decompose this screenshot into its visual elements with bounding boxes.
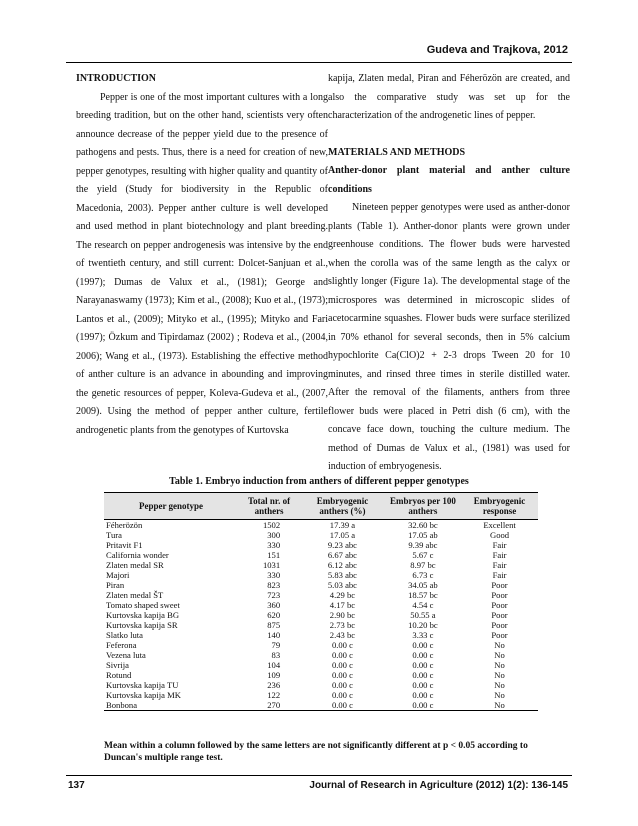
table-row xyxy=(104,580,538,590)
table-cell: Tura xyxy=(106,530,122,540)
table-cell: 875 xyxy=(267,620,281,630)
results-table xyxy=(104,492,538,711)
journal-citation: Journal of Research in Agriculture (2012) 1(2): 136-145 xyxy=(309,780,568,791)
table-row xyxy=(104,670,538,680)
right-column xyxy=(328,70,570,477)
table-cell: Sivrija xyxy=(106,660,129,670)
header-genotype: Pepper genotype xyxy=(104,493,238,520)
table-row xyxy=(104,550,538,560)
table-row xyxy=(104,630,538,640)
continued-paragraph: kapija, Zlaten medal, Piran and Féherözön are created, and also the comparative study was set up for the characterization of the androgenetic lines of pepper. xyxy=(328,73,570,121)
table-header-row xyxy=(104,493,538,520)
table-cell: 104 xyxy=(267,660,281,670)
table-cell: 1502 xyxy=(262,520,281,530)
table-cell: 6.67 abc xyxy=(327,550,357,560)
table-cell: 0.00 c xyxy=(412,650,434,660)
table-cell: 0.00 c xyxy=(331,690,353,700)
table-row xyxy=(104,640,538,650)
table-row xyxy=(104,680,538,690)
table-cell: 5.67 c xyxy=(412,550,434,560)
table-cell: 0.00 c xyxy=(412,690,434,700)
table-cell: 0.00 c xyxy=(412,670,434,680)
table-cell: Feferona xyxy=(106,640,137,650)
table-cell: No xyxy=(494,690,505,700)
table-caption: Table 1. Embryo induction from anthers of different pepper genotypes xyxy=(169,476,469,487)
header-rule xyxy=(66,62,572,63)
introduction-paragraph: Pepper is one of the most important cultures with a long breeding tradition, but on the other hand, scientists very often announce decrease of the pepper yield due to the presence of pathogens and pests. Thus, there is a need for creation of new, pepper genotypes, resulting with higher quality and quantity of the yield (Study for biodiversity in the Republic of Macedonia, 2003). Pepper anther culture is well developed and used method in plant biotechnology and plant breeding. The research on pepper androgenesis was intensive by the end of twentieth century, and still current: Dolcet-Sanjuan et al., (1997); Dumas de Valux et al., (1981); George and Narayanaswamy (1973); Kim et al., (2008); Kuo et al., (1973); Lantos et al., (2009); Mityko et al., (1995); Mityko and Fari (1997); Özkum and Tipirdamaz (2002) ; Rodeva et al., (2004, 2006); Wang et al., (1973). Establishing the effective method of anther culture is an advance in abounding and improving the genetic resources of pepper, Koleva-Gudeva et al., (2007, 2009). Using the method of pepper anther culture, fertile androgenetic plants from the genotypes of Kurtovska xyxy=(76,91,328,436)
table-cell: 34.05 ab xyxy=(408,580,438,590)
table-cell: Kurtovska kapija MK xyxy=(106,690,181,700)
table-cell: 10.20 bc xyxy=(408,620,438,630)
table-row xyxy=(104,700,538,711)
left-column xyxy=(76,70,328,440)
table-cell: 0.00 c xyxy=(331,660,353,670)
table-cell: 50.55 a xyxy=(410,610,436,620)
table-cell: 5.03 abc xyxy=(327,580,357,590)
page-number: 137 xyxy=(68,780,85,791)
methods-subheading: Anther-donor plant material and anther culture conditions xyxy=(328,165,570,195)
table-row xyxy=(104,520,538,531)
table-cell: 83 xyxy=(271,650,281,660)
table-cell: Bonbona xyxy=(104,700,238,711)
table-cell: Fair xyxy=(492,570,507,580)
footer-rule xyxy=(66,775,572,776)
table-cell: Zlaten medal ŠT xyxy=(106,590,164,600)
table-cell: 79 xyxy=(271,640,281,650)
table-row xyxy=(104,650,538,660)
running-header: Gudeva and Trajkova, 2012 xyxy=(426,44,568,56)
table-row xyxy=(104,690,538,700)
table-cell: Zlaten medal SR xyxy=(106,560,164,570)
table-cell: 330 xyxy=(267,540,281,550)
table-cell: Rotund xyxy=(106,670,132,680)
table-row xyxy=(104,610,538,620)
table-cell: 18.57 bc xyxy=(408,590,438,600)
table-cell: 620 xyxy=(267,610,281,620)
table-cell: 360 xyxy=(267,600,281,610)
table-cell: Féherözön xyxy=(106,520,143,530)
table-row xyxy=(104,530,538,540)
table-cell: 236 xyxy=(267,680,281,690)
table-cell: No xyxy=(494,640,505,650)
table-cell: 8.97 bc xyxy=(410,560,436,570)
table-cell: 2.73 bc xyxy=(329,620,356,630)
table-row xyxy=(104,660,538,670)
table-cell: 109 xyxy=(267,670,281,680)
table-cell: 17.39 a xyxy=(329,520,356,530)
table-cell: 0.00 c xyxy=(331,650,353,660)
table-cell: 6.73 c xyxy=(412,570,434,580)
table-cell: 0.00 c xyxy=(331,640,353,650)
table-row xyxy=(104,590,538,600)
table-cell: Slatko luta xyxy=(106,630,143,640)
table-cell: Fair xyxy=(492,560,507,570)
table-cell: 32.60 bc xyxy=(408,520,438,530)
table-cell: 723 xyxy=(267,590,281,600)
table-cell: 3.33 c xyxy=(412,630,434,640)
table-cell: California wonder xyxy=(106,550,169,560)
table-cell: 151 xyxy=(267,550,281,560)
methods-heading: MATERIALS AND METHODS xyxy=(328,146,466,158)
table-cell: Fair xyxy=(492,550,507,560)
table-cell: Poor xyxy=(491,600,508,610)
table-cell: 0.00 c xyxy=(412,660,434,670)
table-cell: 122 xyxy=(267,690,281,700)
table-cell: 823 xyxy=(267,580,281,590)
table-cell: No xyxy=(494,680,505,690)
table-cell: 0.00 c xyxy=(412,640,434,650)
table-cell: Majori xyxy=(106,570,130,580)
table-cell: Good xyxy=(489,530,510,540)
table-cell: Fair xyxy=(492,540,507,550)
table-cell: 4.17 bc xyxy=(329,600,356,610)
table-note: Mean within a column followed by the same letters are not significantly different at p < 0.05 according to Duncan's multiple range test. xyxy=(104,741,528,763)
table-body xyxy=(104,520,538,711)
table-cell: 9.39 abc xyxy=(408,540,438,550)
table-cell: 0.00 c xyxy=(385,700,461,711)
table-cell: Piran xyxy=(106,580,125,590)
table-cell: 1031 xyxy=(262,560,281,570)
table-cell: 330 xyxy=(267,570,281,580)
table-cell: 5.83 abc xyxy=(327,570,357,580)
table-cell: Pritavit F1 xyxy=(106,540,143,550)
header-embryos: Embryos per 100 anthers xyxy=(385,493,461,520)
table-row xyxy=(104,570,538,580)
table-cell: Poor xyxy=(491,630,508,640)
table-cell: 4.54 c xyxy=(412,600,434,610)
table-cell: No xyxy=(494,650,505,660)
table-cell: Poor xyxy=(491,580,508,590)
table-cell: Tomato shaped sweet xyxy=(106,600,180,610)
table-cell: 0.00 c xyxy=(412,680,434,690)
header-total-anthers: Total nr. of anthers xyxy=(238,493,300,520)
table-row xyxy=(104,620,538,630)
methods-paragraph: Nineteen pepper genotypes were used as anther-donor plants (Table 1). Anther-donor plants were grown under greenhouse conditions. The flower buds were harvested when the corolla was of the same length as the calyx or slightly longer (Figure 1a). The developmental stage of the microspores was determined in microscopic slides of acetocarmine squashes. Flower buds were surface sterilized in 70% ethanol for several seconds, then in 5% calcium hypochlorite Ca(ClO)2 + 2-3 drops Tween 20 for 10 minutes, and rinsed three times in sterile distilled water. After the removal of the filaments, anthers from three flower buds were placed in Petri dish (6 cm), with the concave face down, touching the culture medium. The method of Dumas de Valux et al., (1981) was used for induction of embryogenesis. xyxy=(328,202,570,472)
table-cell: Kurtovska kapija SR xyxy=(106,620,178,630)
table-cell: 0.00 c xyxy=(300,700,385,711)
table-cell: 2.90 bc xyxy=(329,610,356,620)
table-cell: No xyxy=(494,670,505,680)
header-response: Embryogenic response xyxy=(461,493,538,520)
table-row xyxy=(104,560,538,570)
table-cell: 0.00 c xyxy=(331,670,353,680)
table-cell: 140 xyxy=(267,630,281,640)
table-cell: Poor xyxy=(491,620,508,630)
table-cell: 9.23 abc xyxy=(327,540,357,550)
table-cell: 270 xyxy=(238,700,300,711)
table-cell: 0.00 c xyxy=(331,680,353,690)
table-cell: 17.05 ab xyxy=(408,530,438,540)
table-cell: 6.12 abc xyxy=(327,560,357,570)
table-cell: 17.05 a xyxy=(329,530,356,540)
table-cell: 2.43 bc xyxy=(329,630,356,640)
header-embryogenic-anthers: Embryogenic anthers (%) xyxy=(300,493,385,520)
table-cell: Excellent xyxy=(483,520,516,530)
table-cell: Poor xyxy=(491,610,508,620)
table-cell: Kurtovska kapija BG xyxy=(106,610,180,620)
table-cell: Kurtovska kapija TU xyxy=(106,680,179,690)
table-cell: No xyxy=(461,700,538,711)
introduction-heading: INTRODUCTION xyxy=(76,73,157,84)
table-row xyxy=(104,540,538,550)
table-cell: No xyxy=(494,660,505,670)
table-cell: 4.29 bc xyxy=(329,590,356,600)
table-cell: Vezena luta xyxy=(106,650,146,660)
table-cell: Poor xyxy=(491,590,508,600)
table-row xyxy=(104,600,538,610)
table-cell: 300 xyxy=(267,530,281,540)
